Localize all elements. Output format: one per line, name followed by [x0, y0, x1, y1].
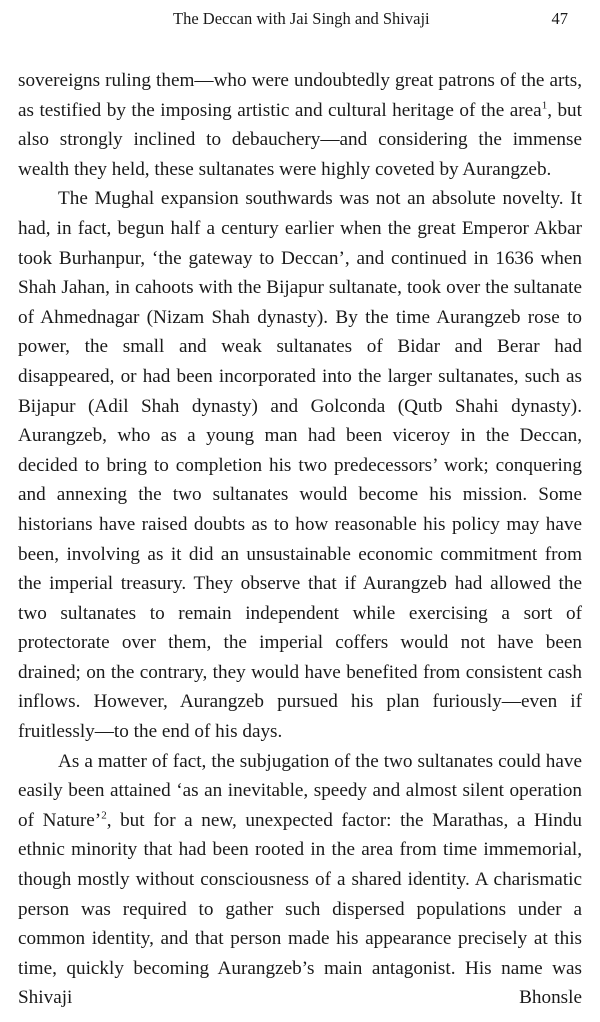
footnote-ref-2: 2 — [101, 809, 107, 822]
paragraph-3-text-a: As a matter of fact, the subjugation of the two sultanates could have easily been attained ‘as an inevitable, speedy and almost silent operation of Nature’ — [18, 750, 582, 831]
running-title: The Deccan with Jai Singh and Shivaji — [173, 9, 430, 28]
running-header — [18, 6, 582, 32]
page-number: 47 — [551, 9, 568, 28]
paragraph-3 — [18, 747, 582, 1013]
body-text — [18, 66, 582, 1013]
paragraph-1-text-a: sovereigns ruling them—who were undoubtedly great patrons of the arts, as testified by the imposing artistic and cultural heritage of the area — [18, 70, 582, 121]
paragraph-2-text: The Mughal expansion southwards was not an absolute novelty. It had, in fact, begun half a century earlier when the great Emperor Akbar took Burhanpur, ‘the gateway to Deccan’, and continued in 1636 when Shah Jahan, in cahoots with the Bijapur sultanate, took over the sultanate of Ahmednagar (Nizam Shah dynasty). By the time Aurangzeb rose to power, the small and weak sultanates of Bidar and Berar had disappeared, or had been incorporated into the larger sultanates, such as Bijapur (Adil Shah dynasty) and Golconda (Qutb Shahi dynasty). Aurangzeb, who as a young man had been viceroy in the Deccan, decided to bring to completion his two predecessors’ work; conquering and annexing the two sultanates would become his mission. Some historians have raised doubts as to how reasonable his policy may have been, involving as it did an unsustainable economic commitment from the imperial treasury. They observe that if Aurangzeb had allowed the two sultanates to remain independent while exercising a sort of protectorate over them, the imperial coffers would not have been drained; on the contrary, they would have benefited from consistent cash inflows. However, Aurangzeb pursued his plan furiously—even if fruitlessly—to the end of his days. — [18, 188, 582, 743]
paragraph-3-text-b: , but for a new, unexpected factor: the Marathas, a Hindu ethnic minority that had been rooted in the area from time immemorial, though mostly without consciousness of a shared identity. A charismatic person was required to gather such dispersed populations under a common identity, and that person made his appearance precisely at this time, quickly becoming Aurangzeb’s main antagonist. His name was Shivaji Bhonsle — [18, 809, 582, 1009]
footnote-ref-1: 1 — [541, 99, 548, 112]
paragraph-1 — [18, 66, 582, 184]
paragraph-1-text-b: , but also strongly inclined to debauchery—and considering the immense wealth they held, these sultanates were highly coveted by Aurangzeb. — [18, 99, 582, 180]
paragraph-2 — [18, 184, 582, 746]
